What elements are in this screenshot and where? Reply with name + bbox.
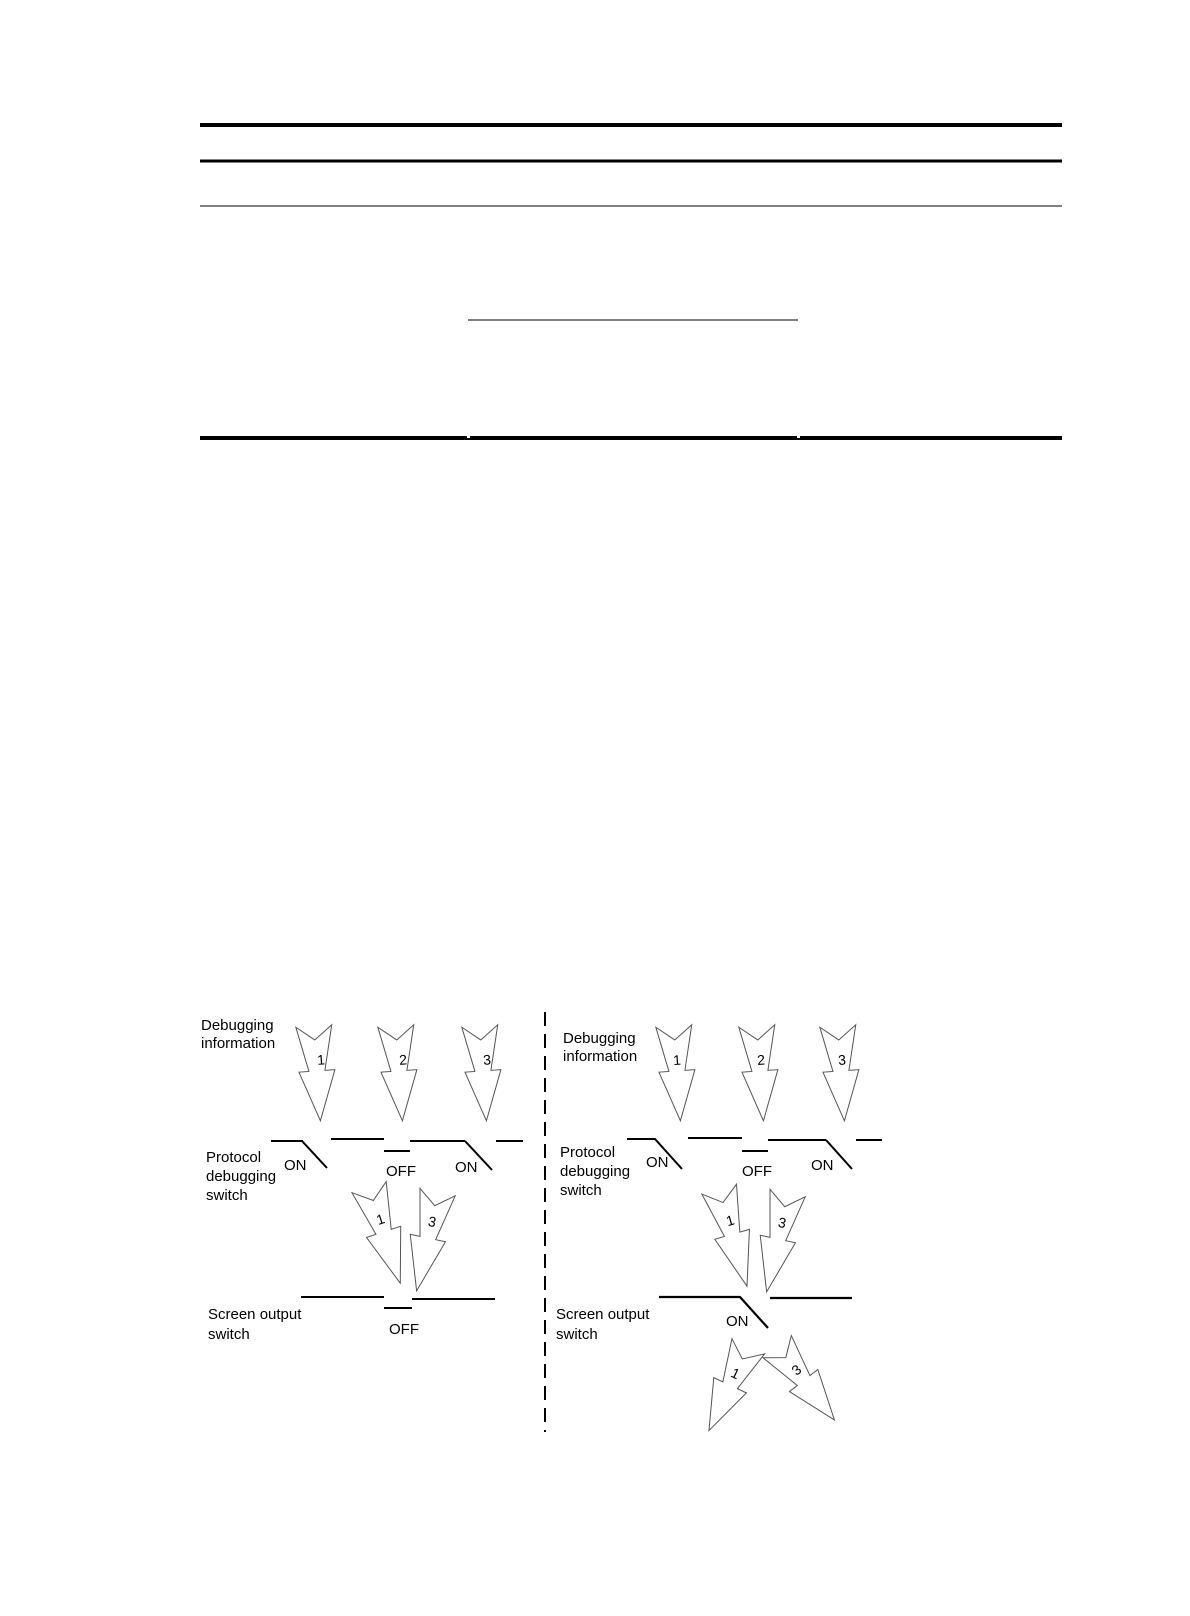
right-passed-arrow-3: [749, 1189, 805, 1295]
left-panel: [201, 1017, 523, 1343]
right-protocol-label-3: switch: [560, 1182, 602, 1199]
right-passed-arrow-1-label: 1: [724, 1211, 737, 1230]
left-protocol-label-2: debugging: [206, 1168, 277, 1185]
right-input-arrow-3: [820, 1025, 863, 1122]
right-screen-state: ON: [726, 1313, 749, 1330]
left-protocol-state-2: OFF: [386, 1163, 416, 1180]
right-input-arrow-2-label: 2: [756, 1051, 766, 1069]
left-passed-arrow-1: [352, 1182, 417, 1289]
right-panel: [556, 1025, 882, 1438]
right-passed-arrow-1: [702, 1184, 764, 1291]
right-screen-label-2: switch: [556, 1326, 598, 1343]
left-protocol-label-3: switch: [206, 1187, 248, 1204]
right-input-arrow-3-label: 3: [837, 1051, 847, 1069]
right-output-arrow-3: [763, 1336, 849, 1431]
right-input-arrow-1-label: 1: [672, 1051, 682, 1069]
left-passed-arrow-1-label: 1: [374, 1210, 387, 1229]
left-protocol-state-1: ON: [284, 1157, 307, 1174]
left-input-arrow-3-label: 3: [482, 1051, 492, 1068]
right-protocol-state-1: ON: [646, 1154, 669, 1171]
left-passed-arrow-3: [399, 1188, 455, 1294]
left-input-arrow-2: [378, 1025, 421, 1122]
left-screen-state: OFF: [389, 1321, 419, 1338]
left-screen-label-2: switch: [208, 1326, 250, 1343]
left-input-arrow-1: [296, 1025, 339, 1122]
left-protocol-label-1: Protocol: [206, 1149, 262, 1166]
right-input-arrow-1: [656, 1025, 699, 1122]
left-screen-label-1: Screen output: [208, 1306, 302, 1323]
left-input-arrow-1-label: 1: [316, 1051, 326, 1068]
right-screen-label-1: Screen output: [556, 1306, 650, 1323]
right-output-arrow-1: [693, 1339, 765, 1439]
left-protocol-switch-2: [331, 1139, 465, 1151]
left-debug-info-label-2: information: [201, 1035, 276, 1052]
right-output-arrow-3-label: 3: [788, 1361, 805, 1379]
right-protocol-label-1: Protocol: [560, 1144, 616, 1161]
right-screen-switch: [659, 1297, 852, 1328]
right-protocol-state-2: OFF: [742, 1163, 772, 1180]
left-protocol-state-3: ON: [455, 1159, 478, 1176]
right-protocol-switch-2: [688, 1138, 826, 1151]
right-protocol-state-3: ON: [811, 1157, 834, 1174]
left-passed-arrow-3-label: 3: [426, 1212, 438, 1231]
right-debug-info-label-2: information: [563, 1048, 638, 1065]
right-debug-info-label-1: Debugging: [563, 1030, 636, 1047]
right-passed-arrow-3-label: 3: [776, 1213, 788, 1232]
left-input-arrow-2-label: 2: [398, 1051, 408, 1068]
right-protocol-switch-3: [826, 1140, 882, 1169]
right-protocol-label-2: debugging: [560, 1163, 631, 1180]
right-input-arrow-2: [739, 1025, 782, 1122]
left-input-arrow-3: [462, 1025, 505, 1122]
right-output-arrow-1-label: 1: [728, 1364, 743, 1383]
left-debug-info-label-1: Debugging: [201, 1017, 274, 1034]
left-screen-switch: [301, 1297, 495, 1308]
